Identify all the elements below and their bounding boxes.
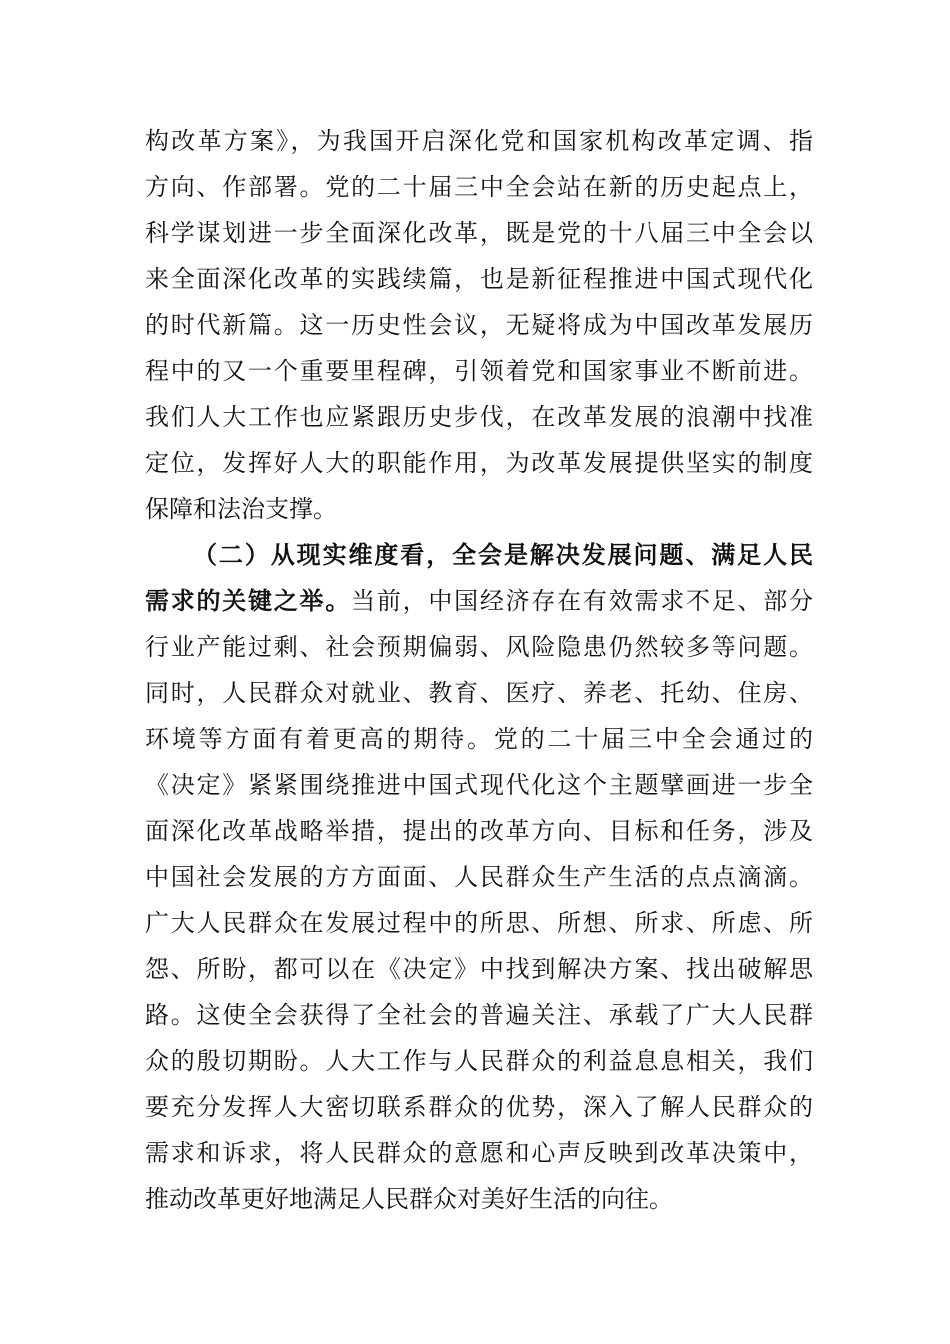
- text-line: 同时，人民群众对就业、教育、医疗、养老、托幼、住房、: [145, 679, 813, 707]
- text-line: [145, 578, 813, 624]
- text-line: 众的殷切期盼。人大工作与人民群众的利益息息相关，我们: [145, 1047, 813, 1075]
- text-line: 面深化改革战略举措，提出的改革方向、目标和任务，涉及: [145, 817, 813, 845]
- text-line: 我们人大工作也应紧跟历史步伐，在改革发展的浪潮中找准: [145, 403, 813, 431]
- text-line: 来全面深化改革的实践续篇，也是新征程推进中国式现代化: [145, 265, 813, 293]
- text-line: 环境等方面有着更高的期待。党的二十届三中全会通过的: [145, 725, 813, 753]
- section-heading: （二）从现实维度看，全会是解决发展问题、满足人民: [193, 540, 813, 569]
- text-line: 定位，发挥好人大的职能作用，为改革发展提供坚实的制度: [145, 449, 813, 477]
- section-heading-continuation: 需求的关键之举。: [145, 586, 352, 615]
- paragraph-1: [145, 118, 813, 532]
- text-line: 保障和法治支撑。: [145, 495, 337, 523]
- text-run: 当前，中国经济存在有效需求不足、部分: [351, 587, 814, 615]
- text-line: 怨、所盼，都可以在《决定》中找到解决方案、找出破解思: [145, 955, 813, 983]
- text-line: 推动改革更好地满足人民群众对美好生活的向往。: [145, 1185, 673, 1213]
- text-line: 需求和诉求，将人民群众的意愿和心声反映到改革决策中，: [145, 1139, 813, 1167]
- text-line: 广大人民群众在发展过程中的所思、所想、所求、所虑、所: [145, 909, 813, 937]
- text-line: 方向、作部署。党的二十届三中全会站在新的历史起点上，: [145, 173, 813, 201]
- text-line: 中国社会发展的方方面面、人民群众生产生活的点点滴滴。: [145, 863, 813, 891]
- text-line: 《决定》紧紧围绕推进中国式现代化这个主题擘画进一步全: [145, 771, 813, 799]
- text-line: 行业产能过剩、社会预期偏弱、风险隐患仍然较多等问题。: [145, 633, 813, 661]
- text-line: 构改革方案》，为我国开启深化党和国家机构改革定调、指: [145, 127, 813, 155]
- body-text: [145, 118, 813, 1222]
- text-line: 的时代新篇。这一历史性会议，无疑将成为中国改革发展历: [145, 311, 813, 339]
- text-line: 路。这使全会获得了全社会的普遍关注、承载了广大人民群: [145, 1001, 813, 1029]
- text-line: 要充分发挥人大密切联系群众的优势，深入了解人民群众的: [145, 1093, 813, 1121]
- text-line: 程中的又一个重要里程碑，引领着党和国家事业不断前进。: [145, 357, 813, 385]
- text-line: 科学谋划进一步全面深化改革，既是党的十八届三中全会以: [145, 219, 813, 247]
- paragraph-2: [145, 532, 813, 1222]
